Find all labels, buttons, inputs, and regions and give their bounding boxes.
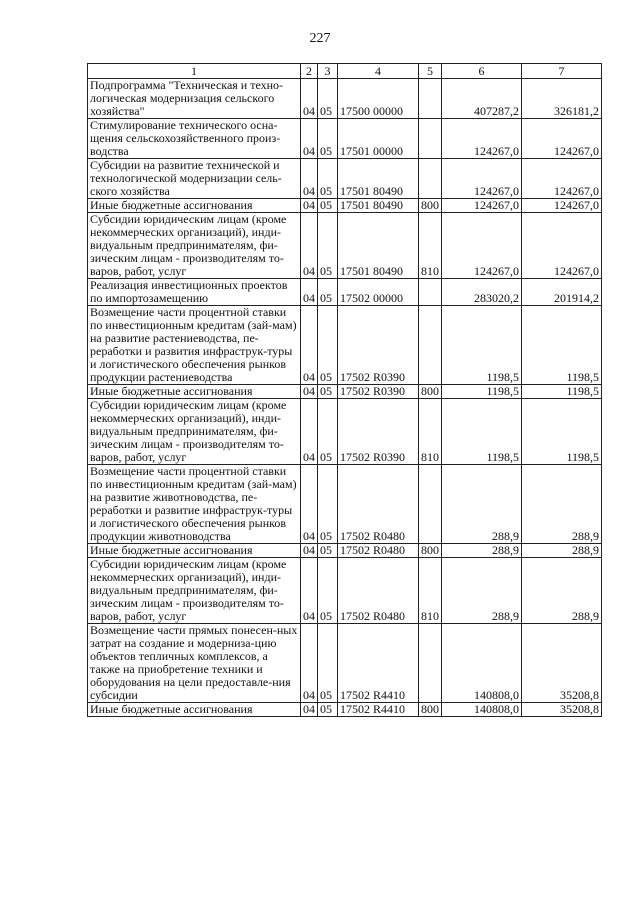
table-row [88, 399, 602, 465]
amount-col7-cell: 35208,8 [522, 703, 602, 717]
subsection-code-cell: 05 [318, 465, 338, 544]
amount-col7-cell: 35208,8 [522, 624, 602, 703]
col-header-6: 6 [442, 64, 522, 79]
section-code-cell: 04 [301, 306, 318, 385]
amount-col7-cell: 124267,0 [522, 119, 602, 159]
row-name-cell: Иные бюджетные ассигнования [88, 199, 301, 213]
amount-col6-cell: 124267,0 [442, 213, 522, 279]
row-name-cell: Возмещение части прямых понесен-ных затрат на создание и модерниза-цию объектов тепличных комплексов, а также на приобретение техники и оборудования на цели предоставле-ния субсидии [88, 624, 301, 703]
expense-type-cell [419, 159, 442, 199]
table-row [88, 279, 602, 306]
target-article-cell: 17502 R0390 [338, 399, 419, 465]
amount-col6-cell: 288,9 [442, 465, 522, 544]
row-name-cell: Возмещение части процентной ставки по инвестиционным кредитам (зай-мам) на развитие животноводства, пе-реработки и развитие инфраструк-туры и логистического обеспечения рынков продукции животноводства [88, 465, 301, 544]
row-name-cell: Возмещение части процентной ставки по инвестиционным кредитам (зай-мам) на развитие растениеводства, пе-реработки и развития инфраструк-туры и логистического обеспечения рынков продукции растениеводства [88, 306, 301, 385]
section-code-cell: 04 [301, 544, 318, 558]
expense-type-cell [419, 624, 442, 703]
section-code-cell: 04 [301, 119, 318, 159]
subsection-code-cell: 05 [318, 558, 338, 624]
section-code-cell: 04 [301, 558, 318, 624]
table-row [88, 465, 602, 544]
row-name-cell: Подпрограмма "Техническая и техно-логическая модернизация сельского хозяйства" [88, 79, 301, 119]
table-row [88, 558, 602, 624]
table-row [88, 306, 602, 385]
table-row [88, 385, 602, 399]
target-article-cell: 17502 00000 [338, 279, 419, 306]
amount-col7-cell: 201914,2 [522, 279, 602, 306]
table-row [88, 544, 602, 558]
table-row [88, 119, 602, 159]
amount-col7-cell: 124267,0 [522, 199, 602, 213]
amount-col7-cell: 1198,5 [522, 385, 602, 399]
subsection-code-cell: 05 [318, 159, 338, 199]
budget-table [87, 63, 602, 717]
target-article-cell: 17502 R0390 [338, 306, 419, 385]
table-row [88, 79, 602, 119]
amount-col6-cell: 283020,2 [442, 279, 522, 306]
amount-col7-cell: 1198,5 [522, 399, 602, 465]
table-row [88, 159, 602, 199]
section-code-cell: 04 [301, 199, 318, 213]
section-code-cell: 04 [301, 213, 318, 279]
expense-type-cell: 800 [419, 199, 442, 213]
subsection-code-cell: 05 [318, 279, 338, 306]
table-row [88, 703, 602, 717]
amount-col6-cell: 1198,5 [442, 306, 522, 385]
section-code-cell: 04 [301, 465, 318, 544]
amount-col6-cell: 140808,0 [442, 703, 522, 717]
target-article-cell: 17501 80490 [338, 213, 419, 279]
expense-type-cell: 800 [419, 385, 442, 399]
target-article-cell: 17502 R0390 [338, 385, 419, 399]
subsection-code-cell: 05 [318, 199, 338, 213]
row-name-cell: Иные бюджетные ассигнования [88, 544, 301, 558]
row-name-cell: Субсидии юридическим лицам (кроме некоммерческих организаций), инди-видуальным предпринимателям, фи-зическим лицам - производителям то-варов, работ, услуг [88, 558, 301, 624]
header-row [88, 64, 602, 79]
target-article-cell: 17502 R0480 [338, 558, 419, 624]
target-article-cell: 17501 00000 [338, 119, 419, 159]
subsection-code-cell: 05 [318, 624, 338, 703]
amount-col6-cell: 140808,0 [442, 624, 522, 703]
row-name-cell: Реализация инвестиционных проектов по импортозамещению [88, 279, 301, 306]
amount-col7-cell: 288,9 [522, 544, 602, 558]
table-row [88, 199, 602, 213]
col-header-5: 5 [419, 64, 442, 79]
section-code-cell: 04 [301, 703, 318, 717]
subsection-code-cell: 05 [318, 385, 338, 399]
target-article-cell: 17502 R4410 [338, 703, 419, 717]
col-header-1: 1 [88, 64, 301, 79]
expense-type-cell [419, 306, 442, 385]
row-name-cell: Иные бюджетные ассигнования [88, 703, 301, 717]
expense-type-cell: 800 [419, 703, 442, 717]
amount-col6-cell: 1198,5 [442, 399, 522, 465]
table-row [88, 624, 602, 703]
section-code-cell: 04 [301, 79, 318, 119]
col-header-7: 7 [522, 64, 602, 79]
subsection-code-cell: 05 [318, 119, 338, 159]
target-article-cell: 17502 R0480 [338, 544, 419, 558]
expense-type-cell: 810 [419, 399, 442, 465]
amount-col6-cell: 124267,0 [442, 199, 522, 213]
expense-type-cell: 800 [419, 544, 442, 558]
amount-col7-cell: 124267,0 [522, 159, 602, 199]
section-code-cell: 04 [301, 624, 318, 703]
amount-col6-cell: 124267,0 [442, 119, 522, 159]
row-name-cell: Субсидии юридическим лицам (кроме некоммерческих организаций), инди-видуальным предпринимателям, фи-зическим лицам - производителям то-варов, работ, услуг [88, 213, 301, 279]
subsection-code-cell: 05 [318, 306, 338, 385]
expense-type-cell [419, 465, 442, 544]
amount-col7-cell: 1198,5 [522, 306, 602, 385]
section-code-cell: 04 [301, 385, 318, 399]
subsection-code-cell: 05 [318, 213, 338, 279]
amount-col6-cell: 407287,2 [442, 79, 522, 119]
page-number: 227 [309, 31, 331, 46]
target-article-cell: 17502 R0480 [338, 465, 419, 544]
subsection-code-cell: 05 [318, 703, 338, 717]
amount-col7-cell: 124267,0 [522, 213, 602, 279]
expense-type-cell: 810 [419, 213, 442, 279]
row-name-cell: Субсидии на развитие технической и технологической модернизации сель-ского хозяйства [88, 159, 301, 199]
amount-col6-cell: 288,9 [442, 544, 522, 558]
section-code-cell: 04 [301, 159, 318, 199]
row-name-cell: Стимулирование технического осна-щения сельскохозяйственного произ-водства [88, 119, 301, 159]
expense-type-cell [419, 79, 442, 119]
expense-type-cell: 810 [419, 558, 442, 624]
row-name-cell: Субсидии юридическим лицам (кроме некоммерческих организаций), инди-видуальным предпринимателям, фи-зическим лицам - производителям то-варов, работ, услуг [88, 399, 301, 465]
amount-col7-cell: 288,9 [522, 558, 602, 624]
subsection-code-cell: 05 [318, 544, 338, 558]
table-row [88, 213, 602, 279]
target-article-cell: 17502 R4410 [338, 624, 419, 703]
subsection-code-cell: 05 [318, 399, 338, 465]
col-header-4: 4 [338, 64, 419, 79]
section-code-cell: 04 [301, 279, 318, 306]
target-article-cell: 17501 80490 [338, 159, 419, 199]
col-header-3: 3 [318, 64, 338, 79]
amount-col6-cell: 1198,5 [442, 385, 522, 399]
amount-col6-cell: 124267,0 [442, 159, 522, 199]
section-code-cell: 04 [301, 399, 318, 465]
amount-col6-cell: 288,9 [442, 558, 522, 624]
amount-col7-cell: 326181,2 [522, 79, 602, 119]
amount-col7-cell: 288,9 [522, 465, 602, 544]
expense-type-cell [419, 279, 442, 306]
subsection-code-cell: 05 [318, 79, 338, 119]
expense-type-cell [419, 119, 442, 159]
row-name-cell: Иные бюджетные ассигнования [88, 385, 301, 399]
target-article-cell: 17500 00000 [338, 79, 419, 119]
col-header-2: 2 [301, 64, 318, 79]
target-article-cell: 17501 80490 [338, 199, 419, 213]
